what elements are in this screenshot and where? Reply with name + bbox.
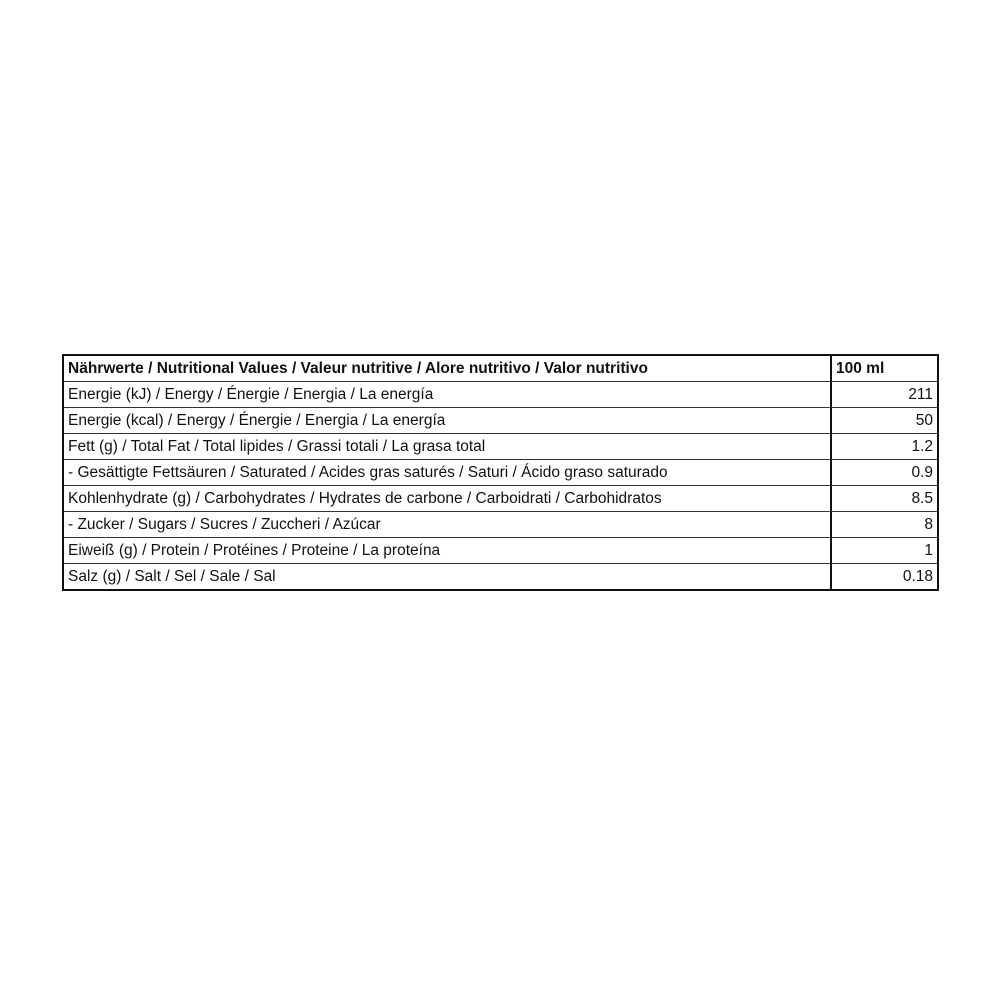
table-row-salt	[63, 564, 938, 591]
table-row-energy-kcal	[63, 408, 938, 434]
row-value: 211	[831, 382, 938, 408]
row-value: 8.5	[831, 486, 938, 512]
table-header-row	[63, 355, 938, 382]
row-label: Energie (kJ) / Energy / Énergie / Energia / La energía	[63, 382, 831, 408]
row-value: 1.2	[831, 434, 938, 460]
row-value: 0.18	[831, 564, 938, 591]
header-label: Nährwerte / Nutritional Values / Valeur nutritive / Alore nutritivo / Valor nutritivo	[63, 355, 831, 382]
row-label: - Gesättigte Fettsäuren / Saturated / Acides gras saturés / Saturi / Ácido graso saturado	[63, 460, 831, 486]
row-value: 50	[831, 408, 938, 434]
row-label: Energie (kcal) / Energy / Énergie / Energia / La energía	[63, 408, 831, 434]
header-value: 100 ml	[831, 355, 938, 382]
row-value: 8	[831, 512, 938, 538]
table-row-energy-kj	[63, 382, 938, 408]
table-row-protein	[63, 538, 938, 564]
row-value: 0.9	[831, 460, 938, 486]
table-row-fat	[63, 434, 938, 460]
row-label: Eiweiß (g) / Protein / Protéines / Proteine / La proteína	[63, 538, 831, 564]
row-label: Salz (g) / Salt / Sel / Sale / Sal	[63, 564, 831, 591]
table-row-carbohydrates	[63, 486, 938, 512]
row-value: 1	[831, 538, 938, 564]
row-label: Kohlenhydrate (g) / Carbohydrates / Hydrates de carbone / Carboidrati / Carbohidratos	[63, 486, 831, 512]
table-row-sugars	[63, 512, 938, 538]
row-label: Fett (g) / Total Fat / Total lipides / Grassi totali / La grasa total	[63, 434, 831, 460]
row-label: - Zucker / Sugars / Sucres / Zuccheri / Azúcar	[63, 512, 831, 538]
nutrition-table	[62, 354, 939, 591]
table-row-saturated	[63, 460, 938, 486]
